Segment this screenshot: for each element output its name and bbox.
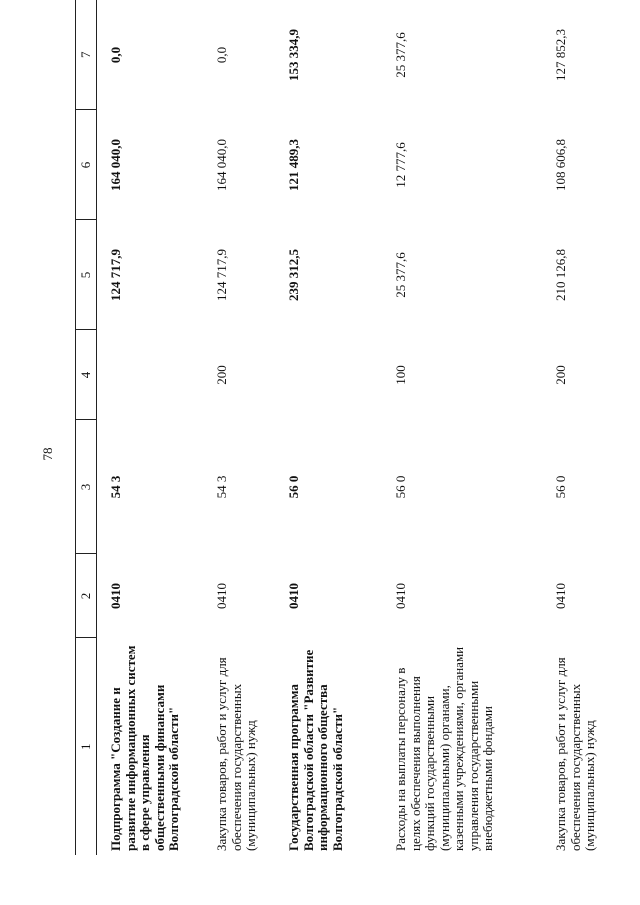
row-value-7: 0,0	[108, 46, 123, 64]
row-code: 56 0	[553, 475, 568, 499]
row-code: 56 0	[286, 475, 301, 499]
row-value-7: 127 852,3	[553, 29, 568, 81]
row-name: Закупка товаров, работ и услуг для обеспечения государственных (муниципальных) нужд	[553, 657, 597, 851]
row-value-7: 153 334,9	[286, 29, 301, 81]
budget-table	[75, 0, 614, 855]
header-col-1: 1	[76, 638, 97, 855]
row-code: 56 0	[393, 475, 408, 499]
row-section: 0410	[214, 583, 229, 609]
row-section: 0410	[393, 583, 408, 609]
row-kind: 200	[214, 365, 229, 385]
row-section: 0410	[286, 583, 301, 609]
row-code: 54 3	[214, 475, 229, 499]
row-name: Расходы на выплаты персоналу в целях обеспечения выполнения функций государственными (муниципальными) органами, казенными учреждениями, органами управления государственными внебюджетными фондами	[393, 646, 495, 851]
row-section: 0410	[108, 583, 123, 609]
header-col-4: 4	[76, 330, 97, 420]
row-kind: 100	[393, 365, 408, 385]
row-code: 54 3	[108, 475, 123, 499]
row-value-6: 121 489,3	[286, 139, 301, 191]
row-value-6: 108 606,8	[553, 139, 568, 191]
page-number: 78	[40, 447, 55, 461]
budget-table-wrapper	[75, 0, 635, 855]
row-name: Закупка товаров, работ и услуг для обеспечения государственных (муниципальных) нужд	[214, 657, 258, 851]
row-value-5: 124 717,9	[108, 249, 123, 301]
row-name: Подпрограмма "Создание и развитие информационных систем в сфере управления общественными финансами Волгоградской области"	[108, 645, 181, 851]
header-row	[76, 0, 97, 855]
table-row	[275, 0, 382, 855]
row-value-6: 12 777,6	[393, 142, 408, 188]
table-row	[382, 0, 542, 855]
row-kind: 200	[553, 365, 568, 385]
row-value-5: 124 717,9	[214, 249, 229, 301]
row-section: 0410	[553, 583, 568, 609]
table-row	[97, 0, 204, 855]
table-row	[542, 0, 614, 855]
header-col-3: 3	[76, 420, 97, 554]
row-kind	[275, 330, 382, 420]
row-value-5: 239 312,5	[286, 249, 301, 301]
header-col-6: 6	[76, 110, 97, 220]
row-name: Государственная программа Волгоградской области "Развитие информационного общества Волгоградской области"	[286, 649, 345, 851]
row-value-7: 25 377,6	[393, 32, 408, 78]
row-value-6: 164 040,0	[214, 139, 229, 191]
header-col-5: 5	[76, 220, 97, 330]
row-value-5: 210 126,8	[553, 249, 568, 301]
header-col-7: 7	[76, 0, 97, 110]
header-col-2: 2	[76, 554, 97, 638]
row-value-5: 25 377,6	[393, 252, 408, 298]
table-row	[203, 0, 275, 855]
row-value-7: 0,0	[214, 46, 229, 64]
row-value-6: 164 040,0	[108, 139, 123, 191]
row-kind	[97, 330, 204, 420]
